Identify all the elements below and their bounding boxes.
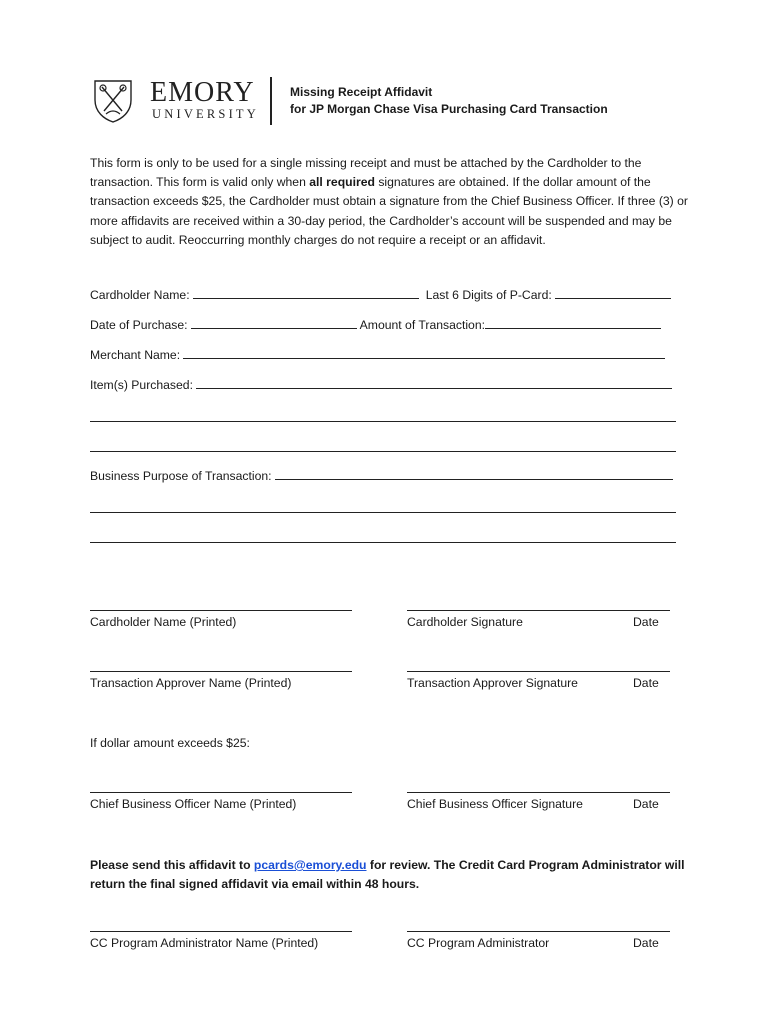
row-business-purpose [90, 468, 673, 484]
cardholder-name-field[interactable] [193, 287, 419, 299]
row-date-amount [90, 317, 661, 333]
title-line-2: for JP Morgan Chase Visa Purchasing Card Transaction [290, 102, 608, 116]
items-field[interactable] [196, 377, 672, 389]
row-merchant [90, 347, 665, 363]
business-purpose-field[interactable] [275, 468, 673, 480]
date-of-purchase-field[interactable] [191, 317, 357, 329]
header-divider [270, 77, 272, 125]
form-title [290, 84, 608, 118]
date-label: Date [633, 936, 659, 950]
cardholder-name-label: Cardholder Name: [90, 288, 190, 302]
items-extra-line[interactable] [90, 451, 676, 452]
items-extra-line[interactable] [90, 421, 676, 422]
cc-admin-name-printed-label: CC Program Administrator Name (Printed) [90, 936, 319, 950]
date-label: Date [633, 676, 659, 690]
date-of-purchase-label: Date of Purchase: [90, 318, 188, 332]
shield-icon [92, 78, 134, 124]
exceeds-note: If dollar amount exceeds $25: [90, 736, 250, 750]
purpose-extra-line[interactable] [90, 512, 676, 513]
row-items [90, 377, 672, 393]
items-label: Item(s) Purchased: [90, 378, 193, 392]
emory-logo [92, 78, 260, 126]
cardholder-signature-label: Cardholder Signature [407, 615, 523, 629]
cbo-signature-label: Chief Business Officer Signature [407, 797, 583, 811]
intro-paragraph [90, 154, 690, 250]
approver-signature-label: Transaction Approver Signature [407, 676, 578, 690]
cbo-name-printed-label: Chief Business Officer Name (Printed) [90, 797, 297, 811]
approver-signature-line[interactable] [407, 671, 670, 672]
review-notice [90, 856, 700, 894]
merchant-label: Merchant Name: [90, 348, 181, 362]
business-purpose-label: Business Purpose of Transaction: [90, 469, 272, 483]
row-cardholder [90, 287, 671, 303]
cardholder-name-printed-label: Cardholder Name (Printed) [90, 615, 237, 629]
notice-before: Please send this affidavit to [90, 858, 254, 872]
cbo-signature-line[interactable] [407, 792, 670, 793]
approver-name-printed-line[interactable] [90, 671, 352, 672]
last6-label: Last 6 Digits of P-Card: [425, 288, 552, 302]
notice-after: for review. The Credit Card Program Administrator will return the final signed affidavit via email within 48 hours. [90, 858, 685, 891]
pcards-email-link[interactable]: pcards@emory.edu [253, 858, 367, 872]
date-label: Date [633, 615, 659, 629]
logo-wordmark: EMORY [150, 77, 255, 108]
merchant-field[interactable] [183, 347, 665, 359]
approver-name-printed-label: Transaction Approver Name (Printed) [90, 676, 292, 690]
last6-field[interactable] [555, 287, 671, 299]
date-label: Date [633, 797, 659, 811]
cc-admin-signature-line[interactable] [407, 931, 670, 932]
intro-part-1: This form is only to be used for a single missing receipt and must be attached by the Cardholder to the transaction. This form is valid only when [90, 156, 642, 190]
logo-subtitle: UNIVERSITY [152, 107, 259, 121]
amount-label: Amount of Transaction: [359, 318, 485, 332]
purpose-extra-line[interactable] [90, 542, 676, 543]
cc-admin-label: CC Program Administrator [407, 936, 550, 950]
intro-part-2: signatures are obtained. If the dollar amount of the transaction exceeds $25, the Cardholder must obtain a signature from the Chief Business Officer. If three (3) or more affidavits are received within a 30-day period, the Cardholder’s account will be suspended and may be subject to audit. Reoccurring monthly charges do not require a receipt or an affidavit. [90, 175, 688, 247]
cc-admin-name-printed-line[interactable] [90, 931, 352, 932]
intro-bold: all required [309, 175, 375, 190]
cbo-name-printed-line[interactable] [90, 792, 352, 793]
cardholder-signature-line[interactable] [407, 610, 670, 611]
title-line-1: Missing Receipt Affidavit [290, 85, 433, 99]
cardholder-name-printed-line[interactable] [90, 610, 352, 611]
amount-field[interactable] [485, 317, 661, 329]
